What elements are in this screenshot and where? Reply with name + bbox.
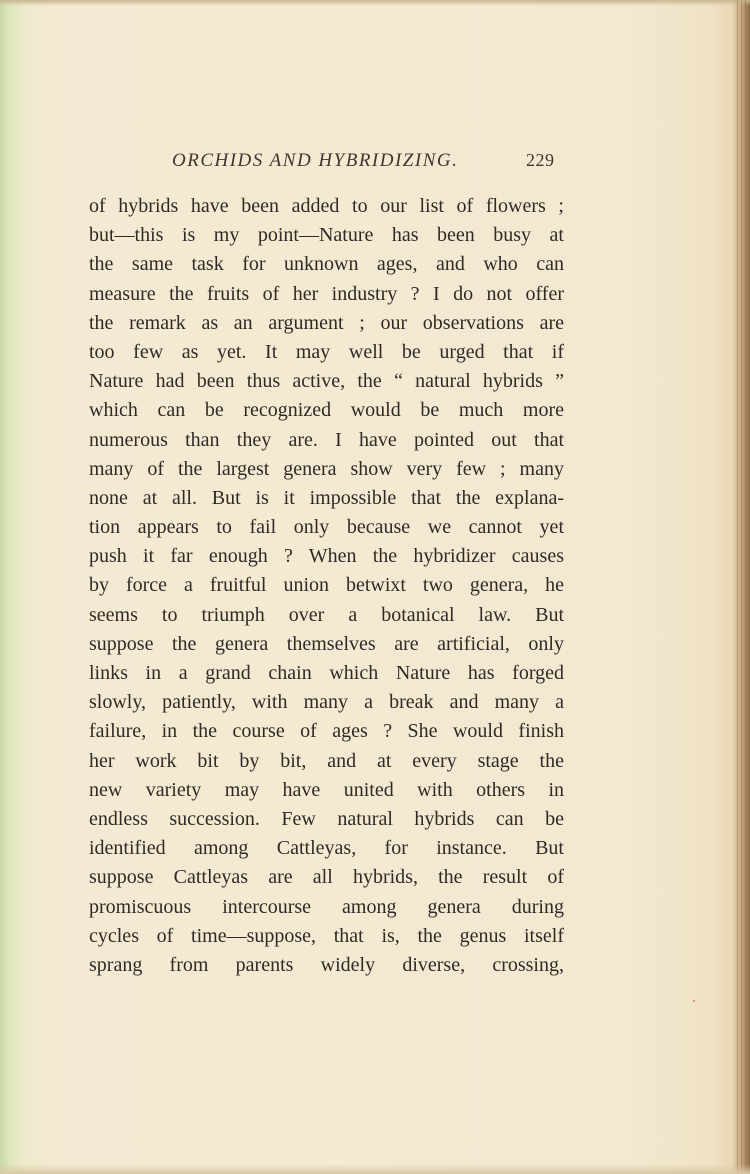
text-line: by force a fruitful union betwixt two genera, he — [89, 574, 564, 597]
text-line: promiscuous intercourse among genera during — [89, 895, 564, 918]
text-line: of hybrids have been added to our list of flowers ; — [89, 195, 564, 217]
text-line: sprang from parents widely diverse, crossing, — [89, 953, 564, 976]
text-line: numerous than they are. I have pointed out that — [89, 428, 564, 451]
text-line: Nature had been thus active, the “ natural hybrids ” — [89, 370, 564, 393]
text-line: suppose the genera themselves are artificial, only — [89, 632, 564, 655]
text-line: tion appears to fail only because we cannot yet — [89, 516, 564, 539]
page-edge-line — [737, 0, 738, 1174]
text-line: which can be recognized would be much more — [89, 399, 564, 422]
text-line: links in a grand chain which Nature has forged — [89, 662, 564, 684]
text-line: suppose Cattleyas are all hybrids, the result of — [89, 866, 564, 889]
text-line: push it far enough ? When the hybridizer causes — [89, 545, 564, 568]
body-text — [89, 192, 564, 980]
text-line: endless succession. Few natural hybrids can be — [89, 807, 564, 830]
running-head — [92, 150, 562, 176]
text-line: the same task for unknown ages, and who can — [89, 253, 564, 276]
page-edge-line — [741, 0, 742, 1174]
text-line: but—this is my point—Nature has been busy at — [89, 224, 564, 247]
page-edge-line — [745, 0, 746, 1174]
text-line: none at all. But is it impossible that the explana- — [89, 486, 564, 509]
text-line: too few as yet. It may well be urged that if — [89, 340, 564, 363]
text-line: slowly, patiently, with many a break and many a — [89, 691, 564, 714]
text-line: new variety may have united with others in — [89, 778, 564, 801]
page-number: 229 — [526, 150, 555, 170]
text-line: measure the fruits of her industry ? I do not offer — [89, 282, 564, 305]
text-line: identified among Cattleyas, for instance. But — [89, 837, 564, 860]
paper-speck — [693, 1000, 695, 1002]
text-line: cycles of time—suppose, that is, the genus itself — [89, 924, 564, 947]
text-line: many of the largest genera show very few ; many — [89, 457, 564, 480]
text-line: failure, in the course of ages ? She would finish — [89, 720, 564, 743]
text-line: the remark as an argument ; our observations are — [89, 311, 564, 334]
text-line: her work bit by bit, and at every stage the — [89, 749, 564, 772]
text-line: seems to triumph over a botanical law. But — [89, 603, 564, 626]
running-title: ORCHIDS AND HYBRIDIZING. — [172, 150, 459, 171]
